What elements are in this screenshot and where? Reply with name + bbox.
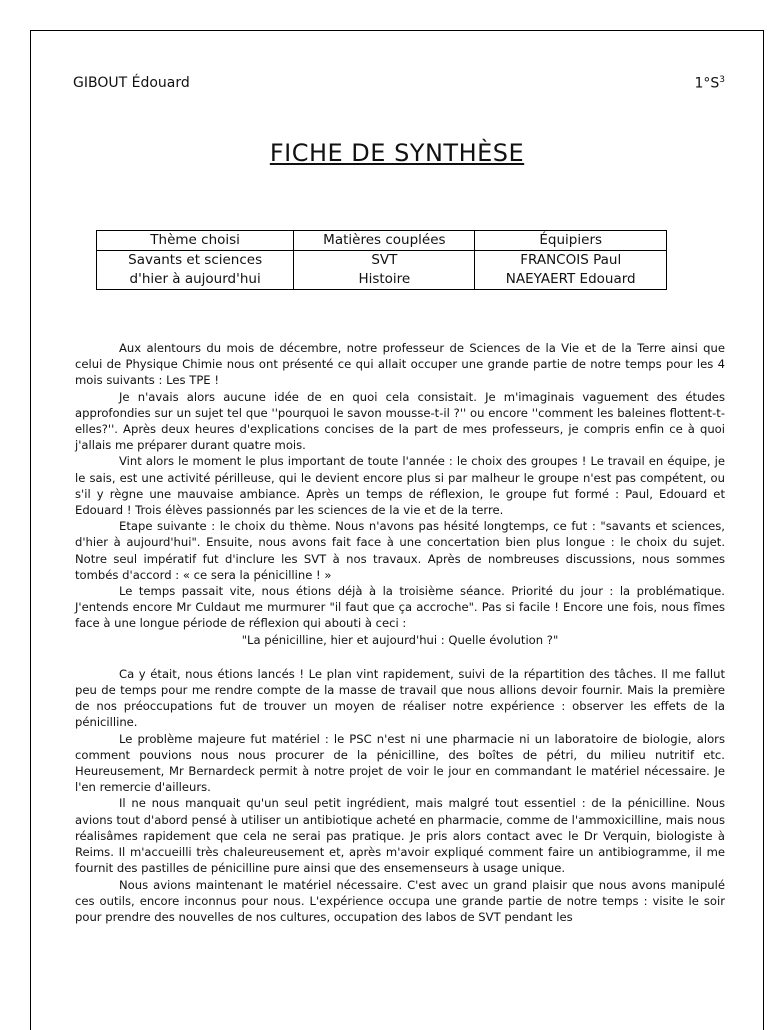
table-cell: NAEYAERT Edouard (475, 270, 667, 290)
body-text (75, 340, 725, 925)
paragraph: Nous avions maintenant le matériel nécessaire. C'est avec un grand plaisir que nous avons manipulé ces outils, encore inconnus pour nous. L'expérience occupa une grande partie de notre temps : visite le soir pour prendre des nouvelles de nos cultures, occupation des labos de SVT pendant les (75, 877, 725, 924)
table-row (97, 270, 667, 290)
class-sup: 3 (719, 75, 725, 85)
table-cell: d'hier à aujourd'hui (97, 270, 294, 290)
table-cell: Savants et sciences (97, 251, 294, 271)
paragraph: Ca y était, nous étions lancés ! Le plan vint rapidement, suivi de la répartition des tâches. Il me fallut peu de temps pour me rendre compte de la masse de travail que nous allions devoir fournir. Mais la première de nos préoccupations fut de trouver un moyen de réaliser notre expérience : observer les effets de la pénicilline. (75, 666, 725, 730)
page-title: FICHE DE SYNTHÈSE (269, 139, 525, 167)
paragraph: Je n'avais alors aucune idée de en quoi cela consistait. Je m'imaginais vaguement des études approfondies sur un sujet tel que ''pourquoi le savon mousse-t-il ?'' ou encore ''comment les baleines flottent-t-elles?''. Après deux heures d'explications concises de la part de mes professeurs, je compris enfin ce à quoi j'allais me préparer durant quatre mois. (75, 389, 725, 453)
paragraph: Etape suivante : le choix du thème. Nous n'avons pas hésité longtemps, ce fut : "savants et sciences, d'hier à aujourd'hui". Ensuite, nous avons fait face à une concertation bien plus longue : le choix du sujet. Notre seul impératif fut d'inclure les SVT à nos travaux. Après de nombreuses discussions, nous sommes tombés d'accord : « ce sera la pénicilline ! » (75, 519, 725, 582)
table-header-cell: Équipiers (475, 231, 667, 251)
info-table (96, 230, 667, 290)
table-cell: FRANCOIS Paul (475, 251, 667, 271)
paragraph: Vint alors le moment le plus important de toute l'année : le choix des groupes ! Le travail en équipe, je le sais, est une activité périlleuse, qui le devient encore plus si par malheur le groupe n'est pas compétent, ou s'il y règne une mauvaise ambiance. Après un temps de réflexion, le groupe fut formé : Paul, Edouard et Edouard ! Trois élèves passionnés par les sciences de la vie et de la terre. (75, 454, 725, 518)
class-main: 1°S (694, 75, 720, 92)
table-cell: Histoire (294, 270, 475, 290)
class-label (694, 75, 725, 92)
paragraph: Le temps passait vite, nous étions déjà à la troisième séance. Priorité du jour : la problématique. J'entends encore Mr Culdaut me murmurer "il faut que ça accroche". Pas si facile ! Encore une fois, nous fîmes face à une longue période de réflexion qui abouti à ceci : (75, 584, 725, 631)
table-row (97, 251, 667, 271)
author-name: GIBOUT Édouard (73, 75, 190, 91)
table-header-cell: Thème choisi (97, 231, 294, 251)
table-cell: SVT (294, 251, 475, 271)
table-header-cell: Matières couplées (294, 231, 475, 251)
table-header-row (97, 231, 667, 251)
document-page (30, 30, 764, 1030)
paragraph: Le problème majeure fut matériel : le PSC n'est ni une pharmacie ni un laboratoire de biologie, alors comment pouvions nous nous procurer de la pénicilline, des boîtes de pétri, du milieu nutritif etc. Heureusement, Mr Bernardeck permit à notre projet de voir le jour en commandant le matériel nécessaire. Je l'en remercie d'ailleurs. (75, 731, 725, 795)
paragraph: Il ne nous manquait qu'un seul petit ingrédient, mais malgré tout essentiel : de la pénicilline. Nous avions tout d'abord pensé à utiliser un antibiotique acheté en pharmacie, comme de l'ammoxicilline, mais nous réalisâmes rapidement que cela ne serai pas pratique. Je pris alors contact avec le Dr Verquin, biologiste à Reims. Il m'accueilli très chaleureusement et, après m'avoir expliqué comment faire un antibiogramme, il me fournit des pastilles de pénicilline pure ainsi que des ensemenseurs à usage unique. (75, 796, 725, 876)
problem-statement: "La pénicilline, hier et aujourd'hui : Quelle évolution ?" (241, 632, 559, 647)
paragraph: Aux alentours du mois de décembre, notre professeur de Sciences de la Vie et de la Terre ainsi que celui de Physique Chimie nous ont présenté ce qui allait occuper une grande partie de notre temps pour les 4 mois suivants : Les TPE ! (75, 341, 725, 388)
